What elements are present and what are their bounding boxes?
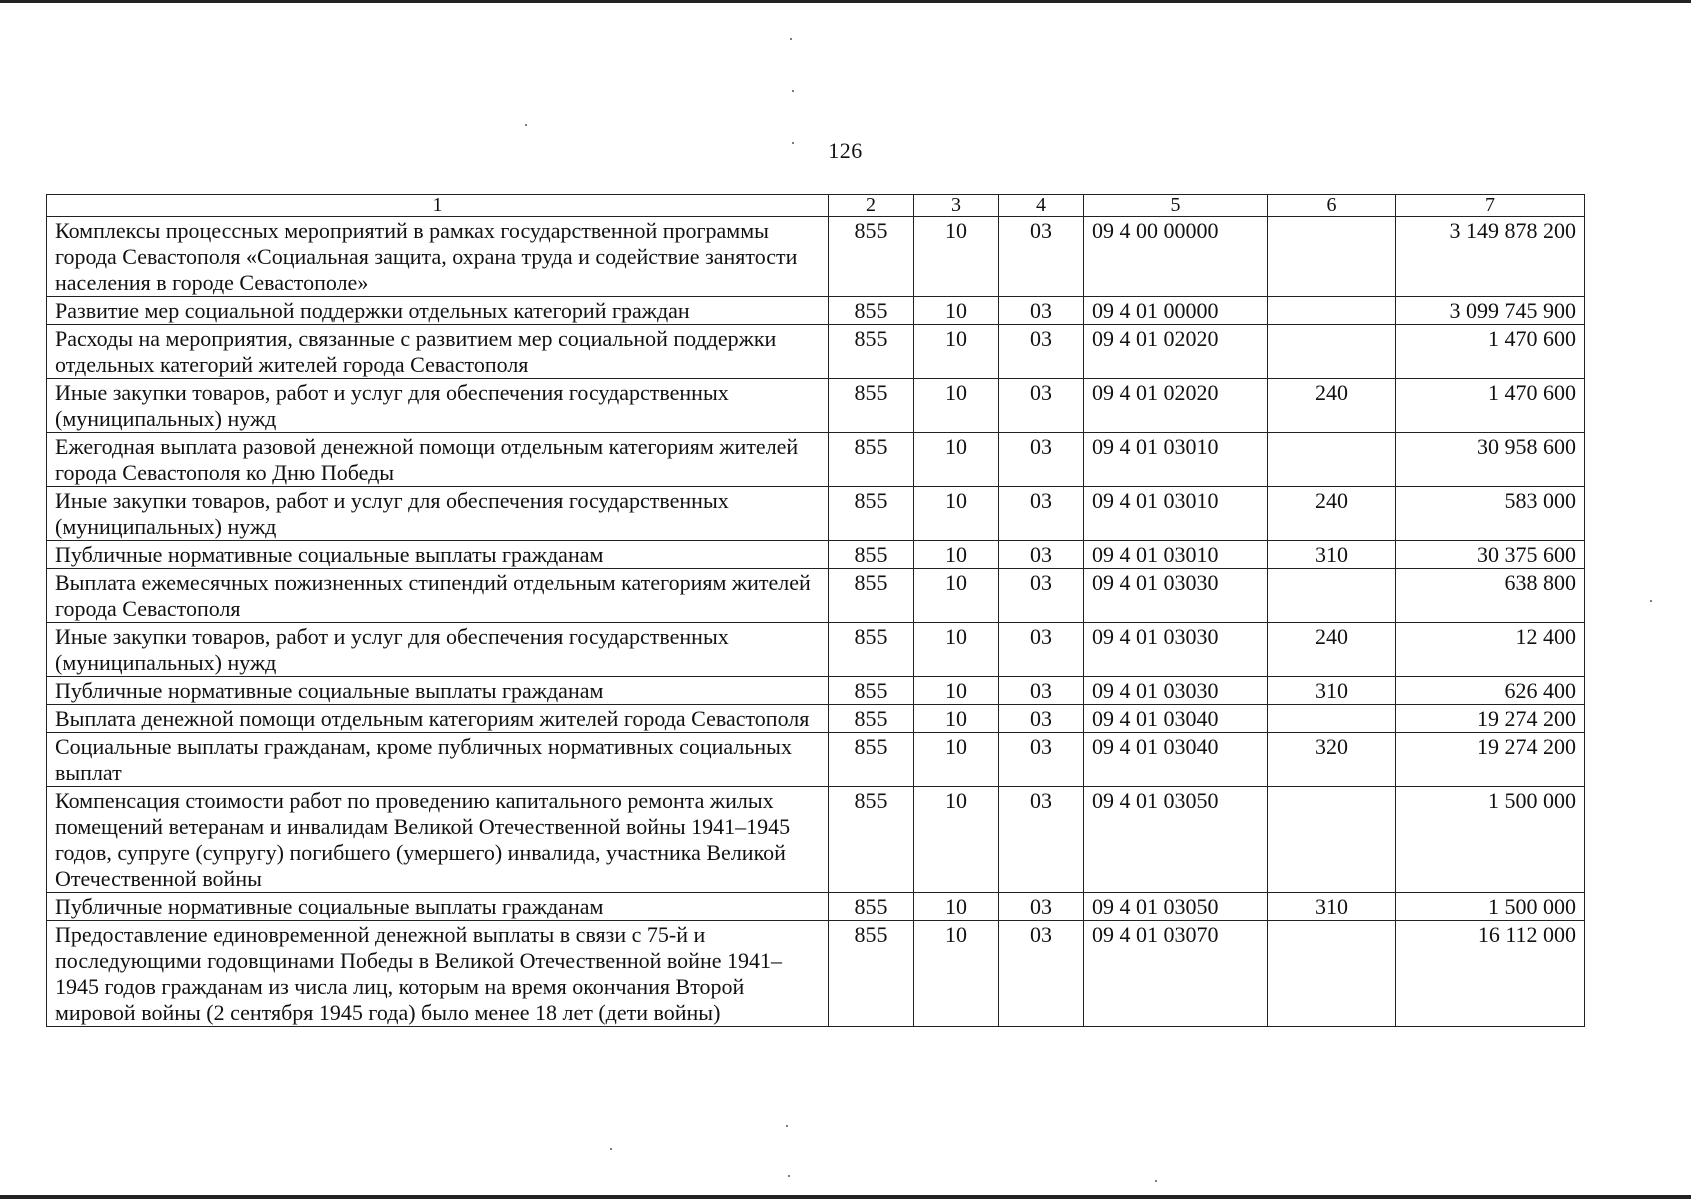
row-target-item-code: 09 4 00 00000 bbox=[1084, 217, 1268, 297]
table-row bbox=[47, 541, 1585, 569]
row-subsection-code: 03 bbox=[999, 217, 1084, 297]
row-target-item-code: 09 4 01 03050 bbox=[1084, 893, 1268, 921]
column-header: 4 bbox=[999, 195, 1084, 217]
row-subsection-code: 03 bbox=[999, 487, 1084, 541]
row-expense-type-code: 240 bbox=[1268, 487, 1396, 541]
scan-edge-bottom bbox=[0, 1195, 1691, 1199]
scan-speck bbox=[525, 124, 527, 126]
row-target-item-code: 09 4 01 03030 bbox=[1084, 569, 1268, 623]
row-target-item-code: 09 4 01 03010 bbox=[1084, 541, 1268, 569]
table-row bbox=[47, 487, 1585, 541]
scan-speck bbox=[788, 1175, 790, 1177]
row-expense-type-code bbox=[1268, 325, 1396, 379]
row-amount: 16 112 000 bbox=[1396, 921, 1585, 1027]
row-amount: 1 500 000 bbox=[1396, 893, 1585, 921]
row-expense-type-code: 310 bbox=[1268, 893, 1396, 921]
column-header: 6 bbox=[1268, 195, 1396, 217]
row-description: Иные закупки товаров, работ и услуг для обеспечения государственных (муниципальных) нужд bbox=[47, 487, 829, 541]
table-header-row bbox=[47, 195, 1585, 217]
row-amount: 3 149 878 200 bbox=[1396, 217, 1585, 297]
column-header: 7 bbox=[1396, 195, 1585, 217]
row-description: Комплексы процессных мероприятий в рамках государственной программы города Севастополя «Социальная защита, охрана труда и содействие занятости населения в городе Севастополе» bbox=[47, 217, 829, 297]
table-row bbox=[47, 893, 1585, 921]
row-description: Социальные выплаты гражданам, кроме публичных нормативных социальных выплат bbox=[47, 733, 829, 787]
scan-speck bbox=[1650, 600, 1652, 602]
row-target-item-code: 09 4 01 03040 bbox=[1084, 705, 1268, 733]
row-ministry-code: 855 bbox=[829, 787, 914, 893]
row-amount: 19 274 200 bbox=[1396, 705, 1585, 733]
column-header: 5 bbox=[1084, 195, 1268, 217]
row-amount: 3 099 745 900 bbox=[1396, 297, 1585, 325]
row-ministry-code: 855 bbox=[829, 893, 914, 921]
row-amount: 1 500 000 bbox=[1396, 787, 1585, 893]
row-section-code: 10 bbox=[914, 541, 999, 569]
row-section-code: 10 bbox=[914, 893, 999, 921]
row-ministry-code: 855 bbox=[829, 217, 914, 297]
row-description: Расходы на мероприятия, связанные с развитием мер социальной поддержки отдельных категорий жителей города Севастополя bbox=[47, 325, 829, 379]
row-target-item-code: 09 4 01 02020 bbox=[1084, 379, 1268, 433]
table-body bbox=[47, 217, 1585, 1027]
row-expense-type-code bbox=[1268, 297, 1396, 325]
row-expense-type-code bbox=[1268, 569, 1396, 623]
row-ministry-code: 855 bbox=[829, 921, 914, 1027]
column-header: 2 bbox=[829, 195, 914, 217]
row-amount: 30 375 600 bbox=[1396, 541, 1585, 569]
row-description: Иные закупки товаров, работ и услуг для обеспечения государственных (муниципальных) нужд bbox=[47, 623, 829, 677]
row-expense-type-code: 240 bbox=[1268, 623, 1396, 677]
row-expense-type-code: 320 bbox=[1268, 733, 1396, 787]
row-target-item-code: 09 4 01 00000 bbox=[1084, 297, 1268, 325]
row-ministry-code: 855 bbox=[829, 705, 914, 733]
scan-speck bbox=[790, 38, 792, 40]
row-section-code: 10 bbox=[914, 921, 999, 1027]
scan-speck bbox=[610, 1148, 612, 1150]
row-ministry-code: 855 bbox=[829, 297, 914, 325]
row-description: Предоставление единовременной денежной выплаты в связи с 75-й и последующими годовщинами Победы в Великой Отечественной войне 1941–1945 годов гражданам из числа лиц, которым на время окончания Второй мировой войны (2 сентября 1945 года) было менее 18 лет (дети войны) bbox=[47, 921, 829, 1027]
row-subsection-code: 03 bbox=[999, 325, 1084, 379]
row-subsection-code: 03 bbox=[999, 921, 1084, 1027]
row-expense-type-code: 310 bbox=[1268, 677, 1396, 705]
row-ministry-code: 855 bbox=[829, 325, 914, 379]
column-header: 3 bbox=[914, 195, 999, 217]
row-target-item-code: 09 4 01 03010 bbox=[1084, 487, 1268, 541]
row-subsection-code: 03 bbox=[999, 569, 1084, 623]
scan-speck bbox=[792, 90, 794, 92]
row-description: Публичные нормативные социальные выплаты гражданам bbox=[47, 893, 829, 921]
row-ministry-code: 855 bbox=[829, 487, 914, 541]
row-subsection-code: 03 bbox=[999, 623, 1084, 677]
row-expense-type-code bbox=[1268, 433, 1396, 487]
row-amount: 19 274 200 bbox=[1396, 733, 1585, 787]
row-section-code: 10 bbox=[914, 677, 999, 705]
row-amount: 30 958 600 bbox=[1396, 433, 1585, 487]
budget-table bbox=[46, 194, 1585, 1027]
table-row bbox=[47, 921, 1585, 1027]
page-number: 126 bbox=[828, 138, 863, 163]
row-amount: 12 400 bbox=[1396, 623, 1585, 677]
row-target-item-code: 09 4 01 03040 bbox=[1084, 733, 1268, 787]
row-description: Публичные нормативные социальные выплаты гражданам bbox=[47, 541, 829, 569]
row-subsection-code: 03 bbox=[999, 677, 1084, 705]
row-subsection-code: 03 bbox=[999, 705, 1084, 733]
row-section-code: 10 bbox=[914, 705, 999, 733]
row-ministry-code: 855 bbox=[829, 733, 914, 787]
scan-speck bbox=[786, 1125, 788, 1127]
row-section-code: 10 bbox=[914, 297, 999, 325]
row-target-item-code: 09 4 01 03030 bbox=[1084, 677, 1268, 705]
row-amount: 1 470 600 bbox=[1396, 379, 1585, 433]
table-row bbox=[47, 297, 1585, 325]
row-amount: 626 400 bbox=[1396, 677, 1585, 705]
row-section-code: 10 bbox=[914, 433, 999, 487]
row-ministry-code: 855 bbox=[829, 623, 914, 677]
scan-speck bbox=[1155, 1180, 1157, 1182]
row-description: Выплата денежной помощи отдельным категориям жителей города Севастополя bbox=[47, 705, 829, 733]
row-target-item-code: 09 4 01 03070 bbox=[1084, 921, 1268, 1027]
row-subsection-code: 03 bbox=[999, 787, 1084, 893]
row-target-item-code: 09 4 01 03010 bbox=[1084, 433, 1268, 487]
table-row bbox=[47, 433, 1585, 487]
row-expense-type-code bbox=[1268, 921, 1396, 1027]
row-section-code: 10 bbox=[914, 325, 999, 379]
row-description: Развитие мер социальной поддержки отдельных категорий граждан bbox=[47, 297, 829, 325]
row-ministry-code: 855 bbox=[829, 379, 914, 433]
row-target-item-code: 09 4 01 03050 bbox=[1084, 787, 1268, 893]
row-amount: 583 000 bbox=[1396, 487, 1585, 541]
row-subsection-code: 03 bbox=[999, 379, 1084, 433]
row-expense-type-code bbox=[1268, 787, 1396, 893]
table-row bbox=[47, 733, 1585, 787]
table-row bbox=[47, 677, 1585, 705]
row-ministry-code: 855 bbox=[829, 677, 914, 705]
row-subsection-code: 03 bbox=[999, 297, 1084, 325]
row-description: Ежегодная выплата разовой денежной помощи отдельным категориям жителей города Севастополя ко Дню Победы bbox=[47, 433, 829, 487]
table-row bbox=[47, 379, 1585, 433]
row-description: Публичные нормативные социальные выплаты гражданам bbox=[47, 677, 829, 705]
row-ministry-code: 855 bbox=[829, 569, 914, 623]
row-expense-type-code bbox=[1268, 217, 1396, 297]
row-target-item-code: 09 4 01 02020 bbox=[1084, 325, 1268, 379]
row-section-code: 10 bbox=[914, 787, 999, 893]
table-row bbox=[47, 623, 1585, 677]
row-amount: 1 470 600 bbox=[1396, 325, 1585, 379]
scan-edge-top bbox=[0, 0, 1691, 3]
row-section-code: 10 bbox=[914, 379, 999, 433]
table-row bbox=[47, 705, 1585, 733]
row-section-code: 10 bbox=[914, 733, 999, 787]
row-subsection-code: 03 bbox=[999, 433, 1084, 487]
row-description: Выплата ежемесячных пожизненных стипендий отдельным категориям жителей города Севастополя bbox=[47, 569, 829, 623]
table-row bbox=[47, 787, 1585, 893]
row-target-item-code: 09 4 01 03030 bbox=[1084, 623, 1268, 677]
table-row bbox=[47, 217, 1585, 297]
row-ministry-code: 855 bbox=[829, 541, 914, 569]
row-ministry-code: 855 bbox=[829, 433, 914, 487]
row-expense-type-code: 310 bbox=[1268, 541, 1396, 569]
table-row bbox=[47, 569, 1585, 623]
row-expense-type-code bbox=[1268, 705, 1396, 733]
row-section-code: 10 bbox=[914, 623, 999, 677]
row-subsection-code: 03 bbox=[999, 541, 1084, 569]
row-subsection-code: 03 bbox=[999, 893, 1084, 921]
table-row bbox=[47, 325, 1585, 379]
row-subsection-code: 03 bbox=[999, 733, 1084, 787]
row-description: Компенсация стоимости работ по проведению капитального ремонта жилых помещений ветеранам и инвалидам Великой Отечественной войны 1941–1945 годов, супруге (супругу) погибшего (умершего) инвалида, участника Великой Отечественной войны bbox=[47, 787, 829, 893]
row-expense-type-code: 240 bbox=[1268, 379, 1396, 433]
row-amount: 638 800 bbox=[1396, 569, 1585, 623]
row-section-code: 10 bbox=[914, 487, 999, 541]
column-header: 1 bbox=[47, 195, 829, 217]
row-section-code: 10 bbox=[914, 217, 999, 297]
row-description: Иные закупки товаров, работ и услуг для обеспечения государственных (муниципальных) нужд bbox=[47, 379, 829, 433]
row-section-code: 10 bbox=[914, 569, 999, 623]
